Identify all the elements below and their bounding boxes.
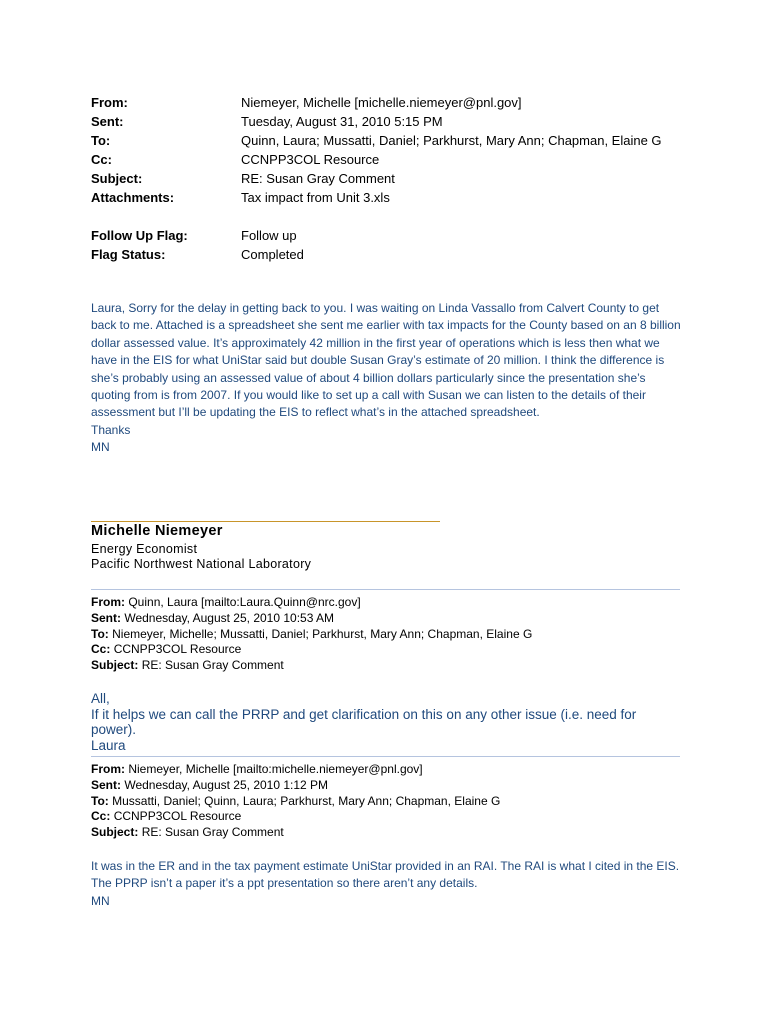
header-subject-row	[91, 169, 691, 188]
sent-label: Sent:	[91, 114, 124, 129]
forward2-initials: MN	[91, 893, 110, 908]
attachment-file-link[interactable]: Tax impact from Unit 3.xls	[241, 190, 390, 205]
signature-divider	[91, 521, 440, 522]
forward2-header	[91, 762, 691, 841]
message-body	[91, 300, 681, 457]
forward1-cc: Cc: CCNPP3COL Resource	[91, 642, 242, 657]
message-initials: MN	[91, 440, 110, 455]
forward2-subject: Subject: RE: Susan Gray Comment	[91, 825, 284, 840]
attachments-label: Attachments:	[91, 190, 175, 205]
forward2-body	[91, 858, 681, 910]
email-header	[91, 93, 691, 264]
header-spacer	[91, 207, 691, 226]
signature-title: Energy Economist	[91, 542, 198, 556]
thread-separator-2	[91, 756, 680, 757]
subject-value: RE: Susan Gray Comment	[241, 171, 395, 186]
forward1-body	[91, 691, 681, 753]
forward1-text: If it helps we can call the PRRP and get clarification on this on any other issue (i.e. need for power).	[91, 706, 637, 737]
forward1-greeting: All,	[91, 691, 110, 706]
forward2-sent: Sent: Wednesday, August 25, 2010 1:12 PM	[91, 777, 329, 792]
signature-org: Pacific Northwest National Laboratory	[91, 557, 312, 571]
forward1-header	[91, 595, 691, 674]
header-attachments-row	[91, 188, 691, 207]
to-value: Quinn, Laura; Mussatti, Daniel; Parkhurst, Mary Ann; Chapman, Elaine G	[241, 133, 662, 148]
forward1-to: To: Niemeyer, Michelle; Mussatti, Daniel; Parkhurst, Mary Ann; Chapman, Elaine G	[91, 626, 533, 641]
forward2-from: From: Niemeyer, Michelle [mailto:michelle.niemeyer@pnl.gov]	[91, 762, 423, 776]
header-flagstatus-row	[91, 245, 691, 264]
flagstatus-value: Completed	[241, 247, 304, 262]
cc-value: CCNPP3COL Resource	[241, 152, 380, 167]
thread-separator	[91, 589, 680, 590]
message-text: Laura, Sorry for the delay in getting back to you. I was waiting on Linda Vassallo from Calvert County to get back to me. Attached is a spreadsheet she sent me earlier with tax impacts for the County based on an 8 billion dollar assessed value. It’s approximately 42 million in the first year of operations which is less then what we have in the EIS for what UniStar said but double Susan Gray’s estimate of 20 million. I think the difference is she’s probably using an assessed value of about 4 billion dollars particularly since the presentation she’s quoting from is from 2007. If you would like to set up a call with Susan we can listen to the details of their assessment but I’ll be updating the EIS to reflect what’s in the attached spreadsheet.	[91, 301, 681, 420]
message-thanks: Thanks	[91, 422, 131, 437]
forward2-to: To: Mussatti, Daniel; Quinn, Laura; Parkhurst, Mary Ann; Chapman, Elaine G	[91, 793, 501, 808]
header-to-row	[91, 131, 691, 150]
to-label: To:	[91, 133, 111, 148]
forward2-cc: Cc: CCNPP3COL Resource	[91, 809, 242, 824]
from-label: From:	[91, 95, 128, 110]
forward1-sent: Sent: Wednesday, August 25, 2010 10:53 AM	[91, 610, 335, 625]
forward2-text: It was in the ER and in the tax payment estimate UniStar provided in an RAI. The RAI is what I cited in the EIS. The PPRP isn’t a paper it’s a ppt presentation so there aren’t any details.	[91, 859, 680, 891]
forward1-signoff: Laura	[91, 737, 126, 753]
cc-label: Cc:	[91, 152, 112, 167]
followup-value: Follow up	[241, 228, 297, 243]
flagstatus-label: Flag Status:	[91, 247, 166, 262]
followup-label: Follow Up Flag:	[91, 228, 188, 243]
signature-name: Michelle Niemeyer	[91, 523, 223, 539]
header-from-row	[91, 93, 691, 112]
forward1-from: From: Quinn, Laura [mailto:Laura.Quinn@nrc.gov]	[91, 595, 361, 609]
header-sent-row	[91, 112, 691, 131]
subject-label: Subject:	[91, 171, 143, 186]
header-followup-row	[91, 226, 691, 245]
sent-value: Tuesday, August 31, 2010 5:15 PM	[241, 114, 443, 129]
from-value: Niemeyer, Michelle [michelle.niemeyer@pnl.gov]	[241, 95, 522, 110]
header-cc-row	[91, 150, 691, 169]
forward1-subject: Subject: RE: Susan Gray Comment	[91, 658, 284, 673]
